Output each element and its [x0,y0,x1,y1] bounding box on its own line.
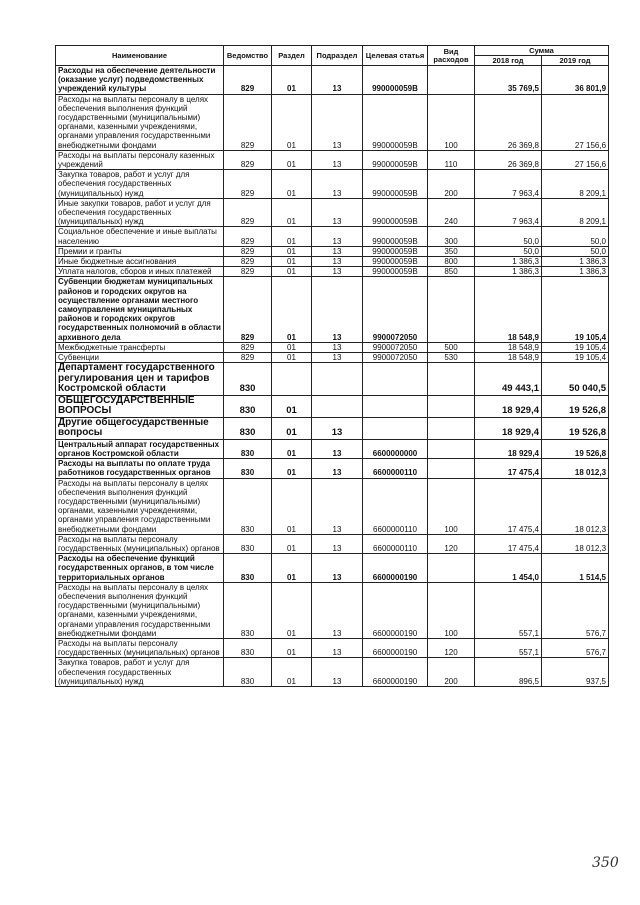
cell-vid-rashodov: 200 [428,170,475,199]
cell-name: Иные закупки товаров, работ и услуг для обеспечения государственных (муниципальных) нужд [56,198,224,227]
cell-podrazdel: 13 [312,94,363,150]
cell-name: Уплата налогов, сборов и иных платежей [56,267,224,277]
cell-vid-rashodov: 120 [428,534,475,553]
header-celevaya-statya: Целевая статья [363,46,428,66]
header-vid-rashodov: Вид расходов [428,46,475,66]
cell-vedomstvo: 829 [224,198,272,227]
cell-amount-2019: 36 801,9 [542,66,609,95]
header-year-2019: 2019 год [542,56,609,66]
cell-amount-2019: 50,0 [542,227,609,246]
cell-amount-2018: 896,5 [475,658,542,687]
cell-vedomstvo: 830 [224,554,272,583]
cell-celevaya-statya: 9900072050 [363,342,428,352]
cell-amount-2018: 18 929,4 [475,395,542,417]
cell-celevaya-statya: 9900072050 [363,277,428,342]
table-row [56,363,609,396]
cell-celevaya-statya: 6600000190 [363,658,428,687]
cell-amount-2018: 35 769,5 [475,66,542,95]
cell-name: Премии и гранты [56,246,224,256]
cell-amount-2019: 1 386,3 [542,267,609,277]
cell-vedomstvo: 830 [224,478,272,534]
cell-name: Социальное обеспечение и иные выплаты населению [56,227,224,246]
cell-vid-rashodov: 240 [428,198,475,227]
table-row [56,554,609,583]
header-podrazdel: Подраздел [312,46,363,66]
cell-amount-2019: 8 209,1 [542,198,609,227]
cell-name: Расходы на обеспечение деятельности (оказание услуг) подведомственных учреждений культуры [56,66,224,95]
cell-amount-2018: 18 548,9 [475,342,542,352]
table-row [56,277,609,342]
cell-celevaya-statya: 990000059В [363,66,428,95]
cell-podrazdel: 13 [312,439,363,458]
cell-vedomstvo: 829 [224,170,272,199]
cell-razdel: 01 [272,353,312,363]
cell-razdel: 01 [272,170,312,199]
table-row [56,198,609,227]
cell-vid-rashodov: 530 [428,353,475,363]
cell-razdel: 01 [272,277,312,342]
cell-vid-rashodov: 350 [428,246,475,256]
cell-celevaya-statya: 990000059В [363,257,428,267]
cell-amount-2019: 1 514,5 [542,554,609,583]
cell-amount-2019: 19 105,4 [542,277,609,342]
cell-amount-2019: 576,7 [542,582,609,638]
cell-podrazdel: 13 [312,257,363,267]
cell-razdel: 01 [272,257,312,267]
cell-amount-2019: 18 012,3 [542,478,609,534]
cell-name: Иные бюджетные ассигнования [56,257,224,267]
cell-name: ОБЩЕГОСУДАРСТВЕННЫЕ ВОПРОСЫ [56,395,224,417]
table-body [56,66,609,687]
cell-name: Закупка товаров, работ и услуг для обеспечения государственных (муниципальных) нужд [56,658,224,687]
header-name: Наименование [56,46,224,66]
cell-amount-2019: 19 526,8 [542,395,609,417]
cell-razdel: 01 [272,198,312,227]
cell-amount-2018: 50,0 [475,227,542,246]
cell-podrazdel: 13 [312,417,363,439]
table-row [56,534,609,553]
cell-amount-2018: 18 548,9 [475,353,542,363]
cell-amount-2019: 50 040,5 [542,363,609,396]
cell-vid-rashodov: 120 [428,639,475,658]
cell-vid-rashodov: 850 [428,267,475,277]
cell-vid-rashodov: 500 [428,342,475,352]
cell-podrazdel: 13 [312,277,363,342]
cell-name: Расходы на выплаты персоналу в целях обеспечения выполнения функций государственными (муниципальными) органами, казенными учреждениями, органами управления государственными внебюджетными фондами [56,94,224,150]
cell-amount-2018: 1 454,0 [475,554,542,583]
cell-vedomstvo: 829 [224,227,272,246]
cell-celevaya-statya: 990000059В [363,227,428,246]
cell-amount-2018: 50,0 [475,246,542,256]
table-row [56,439,609,458]
cell-razdel: 01 [272,639,312,658]
cell-vid-rashodov [428,363,475,396]
cell-vid-rashodov: 800 [428,257,475,267]
cell-vid-rashodov [428,459,475,478]
cell-vedomstvo: 829 [224,246,272,256]
cell-amount-2018: 17 475,4 [475,534,542,553]
cell-vid-rashodov: 110 [428,150,475,169]
cell-celevaya-statya: 990000059В [363,198,428,227]
cell-amount-2019: 18 012,3 [542,459,609,478]
cell-vedomstvo: 830 [224,639,272,658]
cell-name: Центральный аппарат государственных органов Костромской области [56,439,224,458]
cell-vid-rashodov [428,66,475,95]
table-row [56,639,609,658]
cell-vedomstvo: 829 [224,66,272,95]
cell-amount-2018: 18 929,4 [475,439,542,458]
cell-amount-2018: 49 443,1 [475,363,542,396]
cell-name: Департамент государственного регулирования цен и тарифов Костромской области [56,363,224,396]
cell-celevaya-statya: 6600000190 [363,582,428,638]
table-row [56,353,609,363]
table-row [56,257,609,267]
cell-podrazdel: 13 [312,198,363,227]
cell-razdel: 01 [272,342,312,352]
cell-podrazdel: 13 [312,658,363,687]
cell-razdel: 01 [272,658,312,687]
cell-vedomstvo: 830 [224,439,272,458]
cell-name: Другие общегосударственные вопросы [56,417,224,439]
cell-razdel: 01 [272,459,312,478]
cell-vedomstvo: 830 [224,363,272,396]
table-row [56,150,609,169]
cell-vedomstvo: 830 [224,582,272,638]
cell-celevaya-statya: 990000059В [363,267,428,277]
cell-celevaya-statya: 6600000000 [363,439,428,458]
cell-name: Расходы на выплаты персоналу государственных (муниципальных) органов [56,534,224,553]
cell-amount-2019: 19 105,4 [542,353,609,363]
cell-amount-2019: 27 156,6 [542,150,609,169]
cell-celevaya-statya: 990000059В [363,150,428,169]
cell-name: Субвенции бюджетам муниципальных районов и городских округов на осуществление органами местного самоуправления муниципальных районов и городских округов государственных полномочий в области архивного дела [56,277,224,342]
cell-razdel [272,363,312,396]
cell-celevaya-statya [363,363,428,396]
page-number: 350 [592,855,619,871]
cell-amount-2019: 576,7 [542,639,609,658]
cell-vedomstvo: 829 [224,94,272,150]
cell-vid-rashodov [428,439,475,458]
cell-podrazdel: 13 [312,478,363,534]
table-row [56,94,609,150]
cell-podrazdel: 13 [312,639,363,658]
cell-amount-2019: 8 209,1 [542,170,609,199]
table-row [56,478,609,534]
cell-vid-rashodov: 200 [428,658,475,687]
cell-amount-2019: 27 156,6 [542,94,609,150]
table-row [56,227,609,246]
cell-vedomstvo: 830 [224,417,272,439]
table-row [56,395,609,417]
cell-amount-2018: 17 475,4 [475,459,542,478]
cell-name: Расходы на выплаты персоналу в целях обеспечения выполнения функций государственными (муниципальными) органами, казенными учреждениями, органами управления государственными внебюджетными фондами [56,582,224,638]
cell-amount-2018: 557,1 [475,639,542,658]
table-row [56,342,609,352]
cell-podrazdel: 13 [312,582,363,638]
header-razdel: Раздел [272,46,312,66]
cell-vedomstvo: 830 [224,395,272,417]
cell-vid-rashodov: 100 [428,582,475,638]
header-vedomstvo: Ведомство [224,46,272,66]
cell-amount-2018: 26 369,8 [475,94,542,150]
header-year-2018: 2018 год [475,56,542,66]
cell-amount-2018: 7 963,4 [475,170,542,199]
cell-vid-rashodov: 300 [428,227,475,246]
cell-podrazdel [312,395,363,417]
header-summa: Сумма [475,46,609,56]
cell-amount-2019: 937,5 [542,658,609,687]
cell-razdel: 01 [272,534,312,553]
cell-name: Расходы на выплаты персоналу в целях обеспечения выполнения функций государственными (муниципальными) органами, казенными учреждениями, органами управления государственными внебюджетными фондами [56,478,224,534]
cell-amount-2019: 18 012,3 [542,534,609,553]
cell-vedomstvo: 829 [224,267,272,277]
cell-razdel: 01 [272,478,312,534]
cell-razdel: 01 [272,227,312,246]
cell-razdel: 01 [272,554,312,583]
cell-razdel: 01 [272,582,312,638]
cell-amount-2019: 19 105,4 [542,342,609,352]
cell-name: Расходы на выплаты персоналу государственных (муниципальных) органов [56,639,224,658]
cell-amount-2019: 50,0 [542,246,609,256]
cell-amount-2018: 1 386,3 [475,257,542,267]
table-row [56,658,609,687]
cell-razdel: 01 [272,439,312,458]
cell-vid-rashodov [428,277,475,342]
cell-razdel: 01 [272,150,312,169]
table-row [56,582,609,638]
cell-vid-rashodov [428,417,475,439]
cell-razdel: 01 [272,246,312,256]
table-row [56,66,609,95]
table-row [56,267,609,277]
cell-celevaya-statya: 990000059В [363,94,428,150]
table-row [56,246,609,256]
cell-podrazdel: 13 [312,534,363,553]
budget-table [55,45,609,687]
cell-amount-2018: 1 386,3 [475,267,542,277]
cell-celevaya-statya: 6600000110 [363,534,428,553]
cell-podrazdel: 13 [312,459,363,478]
cell-podrazdel: 13 [312,342,363,352]
cell-podrazdel: 13 [312,353,363,363]
cell-name: Расходы на выплаты по оплате труда работников государственных органов [56,459,224,478]
cell-amount-2018: 18 929,4 [475,417,542,439]
cell-vid-rashodov [428,554,475,583]
cell-vedomstvo: 829 [224,353,272,363]
cell-celevaya-statya: 990000059В [363,170,428,199]
cell-podrazdel: 13 [312,150,363,169]
cell-vedomstvo: 830 [224,658,272,687]
cell-amount-2019: 1 386,3 [542,257,609,267]
cell-vedomstvo: 829 [224,277,272,342]
cell-amount-2018: 557,1 [475,582,542,638]
cell-vedomstvo: 830 [224,534,272,553]
cell-razdel: 01 [272,417,312,439]
cell-amount-2019: 19 526,8 [542,417,609,439]
cell-name: Закупка товаров, работ и услуг для обеспечения государственных (муниципальных) нужд [56,170,224,199]
cell-razdel: 01 [272,66,312,95]
cell-celevaya-statya: 6600000190 [363,554,428,583]
cell-amount-2018: 7 963,4 [475,198,542,227]
cell-celevaya-statya: 6600000110 [363,459,428,478]
cell-amount-2018: 18 548,9 [475,277,542,342]
cell-razdel: 01 [272,94,312,150]
cell-celevaya-statya: 6600000110 [363,478,428,534]
table-row [56,459,609,478]
cell-celevaya-statya: 990000059В [363,246,428,256]
cell-podrazdel: 13 [312,267,363,277]
cell-amount-2018: 26 369,8 [475,150,542,169]
cell-podrazdel: 13 [312,170,363,199]
cell-podrazdel: 13 [312,227,363,246]
cell-razdel: 01 [272,395,312,417]
cell-vid-rashodov: 100 [428,478,475,534]
cell-vedomstvo: 830 [224,459,272,478]
cell-amount-2018: 17 475,4 [475,478,542,534]
cell-podrazdel: 13 [312,246,363,256]
cell-celevaya-statya [363,417,428,439]
cell-amount-2019: 19 526,8 [542,439,609,458]
cell-podrazdel: 13 [312,554,363,583]
cell-celevaya-statya [363,395,428,417]
cell-celevaya-statya: 9900072050 [363,353,428,363]
cell-podrazdel [312,363,363,396]
cell-razdel: 01 [272,267,312,277]
table-row [56,170,609,199]
cell-name: Субвенции [56,353,224,363]
cell-podrazdel: 13 [312,66,363,95]
cell-vedomstvo: 829 [224,257,272,267]
cell-vid-rashodov: 100 [428,94,475,150]
cell-vedomstvo: 829 [224,342,272,352]
cell-name: Расходы на обеспечение функций государственных органов, в том числе территориальных органов [56,554,224,583]
cell-vid-rashodov [428,395,475,417]
cell-name: Расходы на выплаты персоналу казенных учреждений [56,150,224,169]
table-row [56,417,609,439]
cell-celevaya-statya: 6600000190 [363,639,428,658]
cell-name: Межбюджетные трансферты [56,342,224,352]
cell-vedomstvo: 829 [224,150,272,169]
